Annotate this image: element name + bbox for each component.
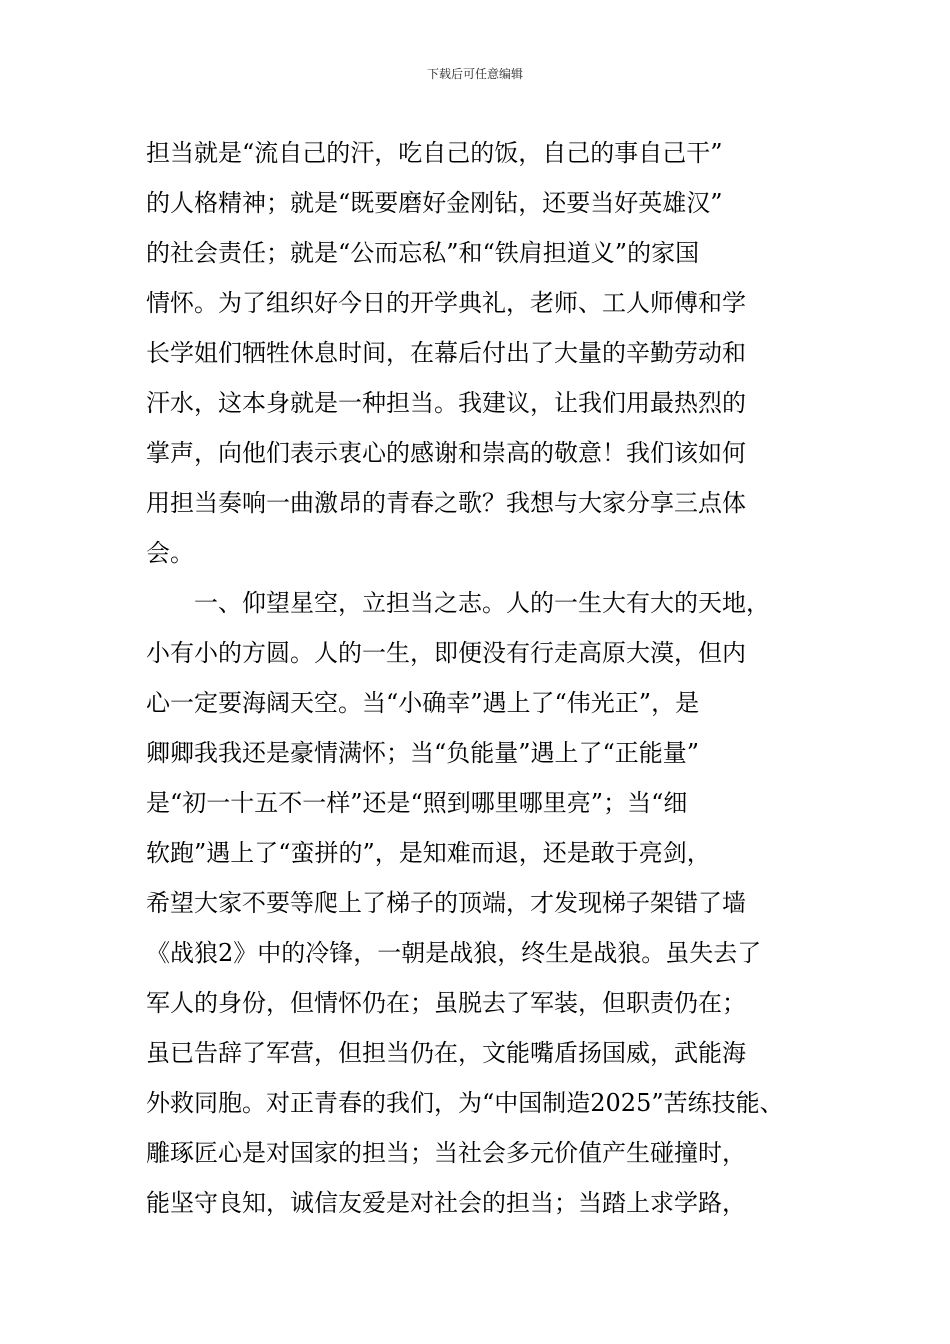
text-line: 会。 xyxy=(146,539,194,567)
text-line: 希望大家不要等爬上了梯子的顶端，才发现梯子架错了墙 xyxy=(146,889,746,917)
text-line: 能坚守良知，诚信友爱是对社会的担当；当踏上求学路， xyxy=(146,1189,746,1217)
document-body xyxy=(146,128,836,1228)
page-header: 下载后可任意编辑 xyxy=(426,67,523,81)
text-line: 软跑”遇上了“蛮拼的”，是知难而退，还是敢于亮剑， xyxy=(146,839,711,867)
text-line: 是“初一十五不一样”还是“照到哪里哪里亮”；当“细 xyxy=(146,789,688,817)
text-line: 用担当奏响一曲激昂的青春之歌？我想与大家分享三点体 xyxy=(146,489,746,517)
text-line: 心一定要海阔天空。当“小确幸”遇上了“伟光正”，是 xyxy=(146,689,700,717)
text-line: 担当就是“流自己的汗，吃自己的饭，自己的事自己干” xyxy=(146,139,723,167)
text-line: 雕琢匠心是对国家的担当；当社会多元价值产生碰撞时， xyxy=(146,1139,746,1167)
text-line: 汗水，这本身就是一种担当。我建议，让我们用最热烈的 xyxy=(146,389,746,417)
text-line: 《战狼2》中的冷锋，一朝是战狼，终生是战狼。虽失去了 xyxy=(146,939,762,967)
text-line: 的社会责任；就是“公而忘私”和“铁肩担道义”的家国 xyxy=(146,239,700,267)
text-line: 的人格精神；就是“既要磨好金刚钻，还要当好英雄汉” xyxy=(146,189,723,217)
text-line: 掌声，向他们表示衷心的感谢和崇高的敬意！我们该如何 xyxy=(146,439,746,467)
text-line: 虽已告辞了军营，但担当仍在，文能嘴盾扬国威，武能海 xyxy=(146,1039,746,1067)
text-line: 情怀。为了组织好今日的开学典礼，老师、工人师傅和学 xyxy=(146,289,746,317)
text-line: 长学姐们牺牲休息时间，在幕后付出了大量的辛勤劳动和 xyxy=(146,339,746,367)
section-heading-line: 一、仰望星空，立担当之志。人的一生大有大的天地， xyxy=(146,589,770,617)
text-line: 外救同胞。对正青春的我们，为“中国制造2025”苦练技能、 xyxy=(146,1089,784,1117)
text-line: 小有小的方圆。人的一生，即便没有行走高原大漠，但内 xyxy=(146,639,746,667)
text-line: 卿卿我我还是豪情满怀；当“负能量”遇上了“正能量” xyxy=(146,739,700,767)
text-line: 军人的身份，但情怀仍在；虽脱去了军装，但职责仍在； xyxy=(146,989,746,1017)
